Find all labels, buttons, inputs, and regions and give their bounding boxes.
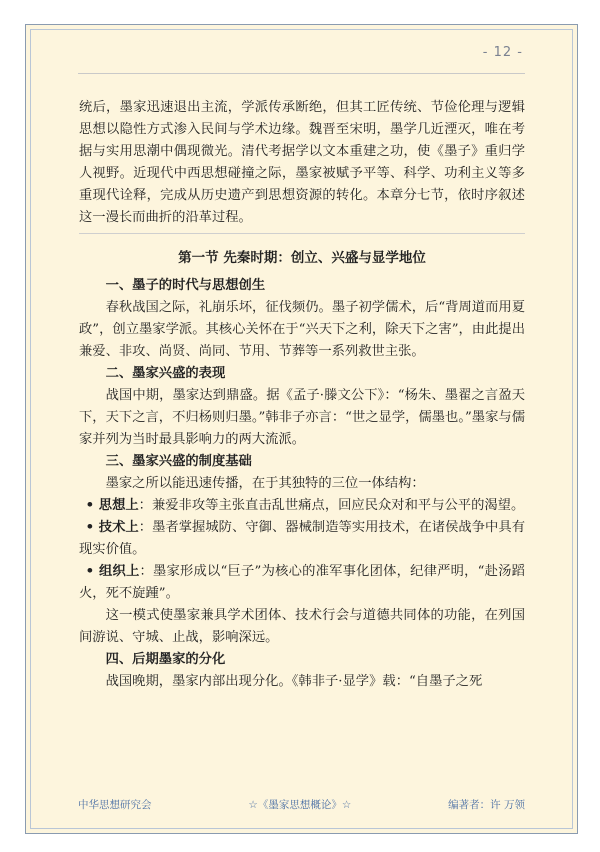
bullet-text: ：墨家形成以“巨子”为核心的准军事化团体，纪律严明，“赴汤蹈火，死不旋踵”。 (79, 564, 525, 601)
subheading-2: 二、墨家兴盛的表现 (105, 366, 226, 381)
bullet-technology (79, 517, 525, 561)
bullet-text: ：兼爱非攻等主张直击乱世痛点，回应民众对和平与公平的渴望。 (138, 498, 525, 513)
paragraph-1: 春秋战国之际，礼崩乐坏，征伐频仍。墨子初学儒术，后“背周道而用夏政”，创立墨家学派。其核心关怀在于“兴天下之利，除天下之害”，由此提出兼爱、非攻、尚贤、尚同、节用、节葬等一系列救世主张。 (79, 300, 525, 359)
bullet-organization (79, 561, 525, 605)
paragraph-2: 战国中期，墨家达到鼎盛。据《孟子·滕文公下》：“杨朱、墨翟之言盈天下，天下之言，不归杨则归墨。”韩非子亦言：“世之显学，儒墨也。”墨家与儒家并列为当时最具影响力的两大流派。 (79, 388, 525, 447)
page-footer (78, 797, 525, 812)
footer-organization: 中华思想研究会 (78, 799, 152, 811)
paragraph-3-outro: 这一模式使墨家兼具学术团体、技术行会与道德共同体的功能，在列国间游说、守城、止战，影响深远。 (79, 608, 525, 645)
bullet-text: ：墨者掌握城防、守御、器械制造等实用技术，在诸侯战争中具有现实价值。 (79, 520, 525, 557)
footer-book-title: ☆《墨家思想概论》☆ (248, 799, 352, 811)
subheading-3: 三、墨家兴盛的制度基础 (105, 454, 252, 469)
document-page (25, 24, 578, 834)
subheading-4: 四、后期墨家的分化 (105, 652, 226, 667)
bullet-label: • 技术上 (85, 520, 139, 535)
section-title: 第一节 先秦时期：创立、兴盛与显学地位 (178, 250, 426, 266)
intro-paragraph: 统后，墨家迅速退出主流，学派传承断绝，但其工匠传统、节俭伦理与逻辑思想以隐性方式渗入民间与学术边缘。魏晋至宋明，墨学几近湮灭，唯在考据与实用思潮中偶现微光。清代考据学以文本重建之功，使《墨子》重归学人视野。近现代中西思想碰撞之际，墨家被赋予平等、科学、功利主义等多重现代诠释，完成从历史遗产到思想资源的转化。本章分七节，依时序叙述这一漫长而曲折的沿革过程。 (79, 100, 525, 225)
paragraph-4: 战国晚期，墨家内部出现分化。《韩非子·显学》载：“自墨子之死 (105, 674, 483, 689)
subheading-1: 一、墨子的时代与思想创生 (105, 278, 266, 293)
bullet-label: • 组织上 (85, 564, 140, 579)
header-divider (78, 73, 525, 74)
page-number: - 12 - (482, 45, 523, 60)
section-divider (79, 233, 525, 234)
bullet-thought (79, 495, 525, 517)
paragraph-3-intro: 墨家之所以能迅速传播，在于其独特的三位一体结构： (105, 476, 425, 491)
section-content (79, 275, 525, 693)
bullet-label: • 思想上 (85, 498, 139, 513)
footer-author: 编著者：许 万领 (448, 799, 525, 811)
